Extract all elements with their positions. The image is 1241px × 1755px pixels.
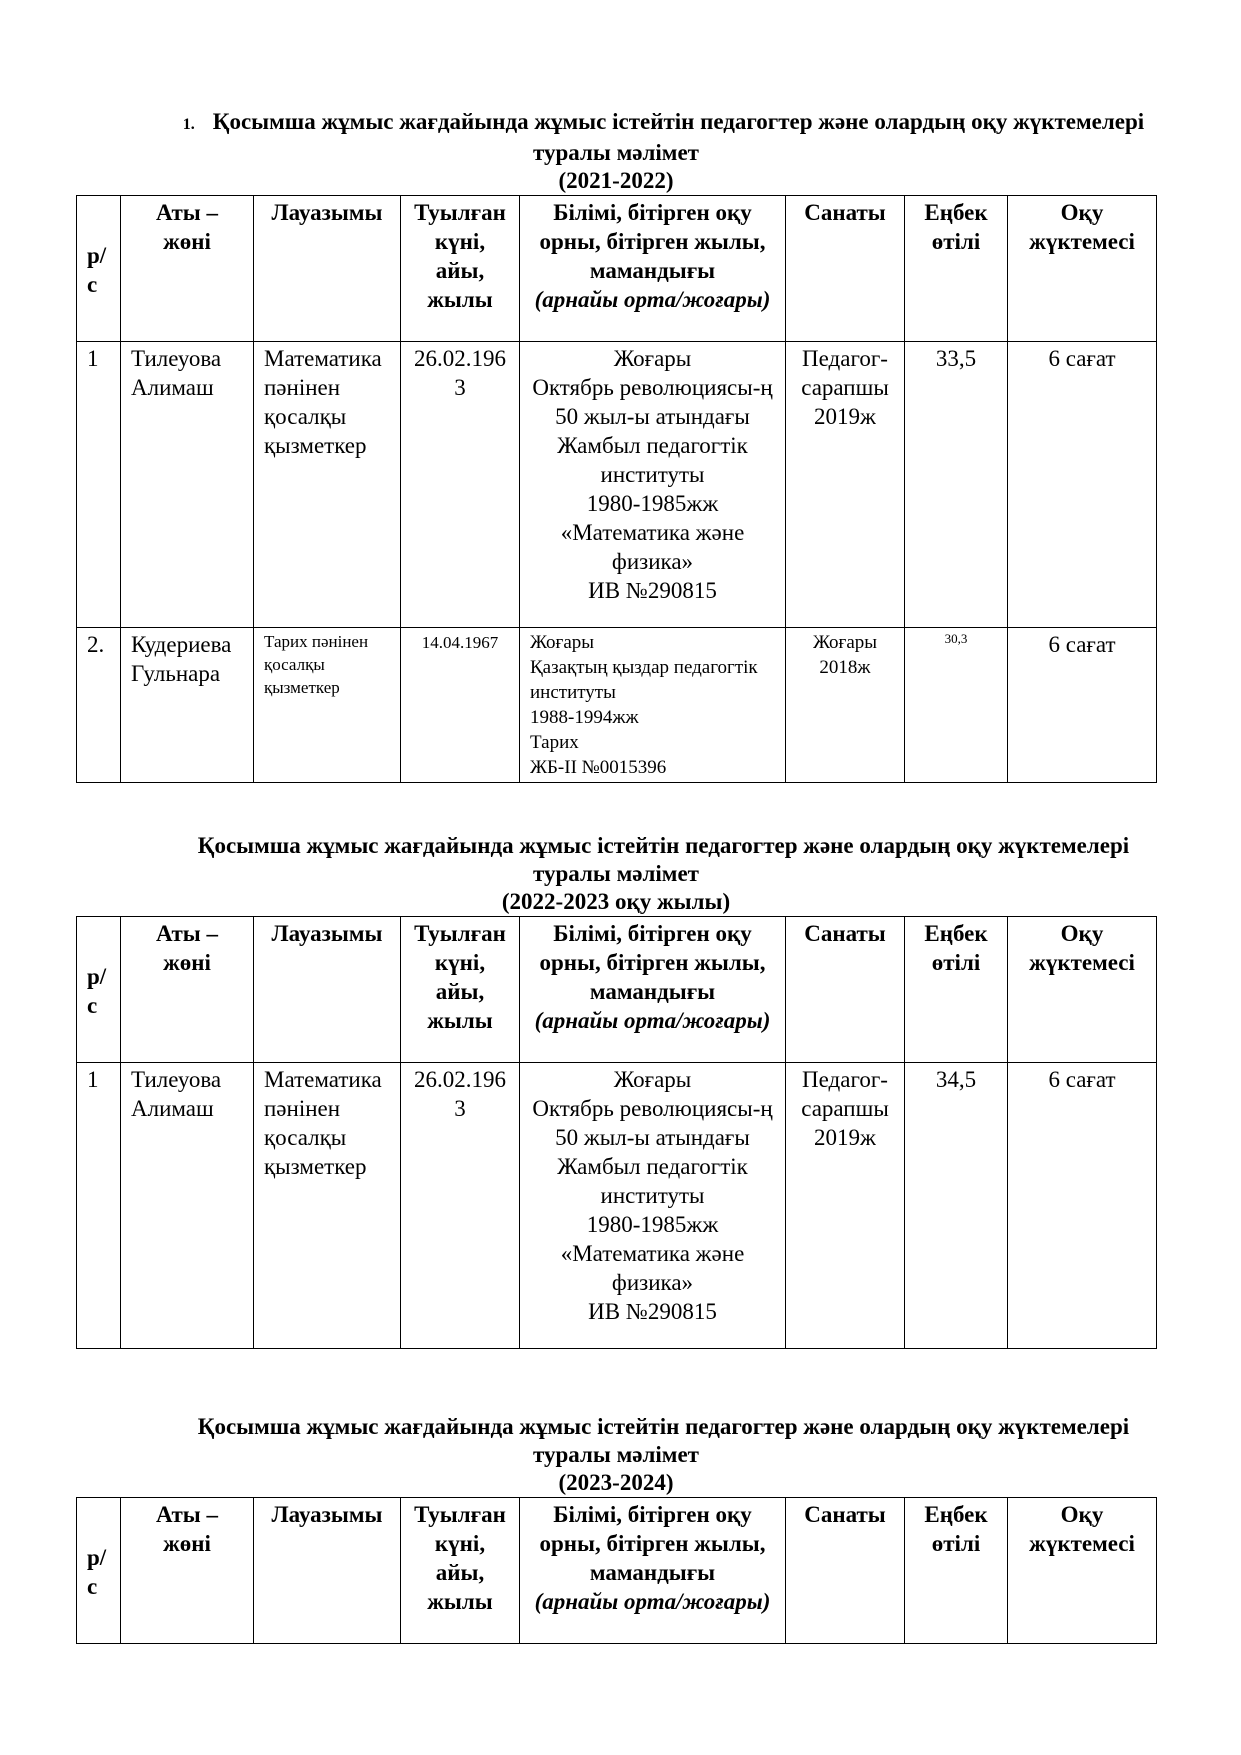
cell-num: 1 [77, 342, 121, 628]
header-name: Аты – жөні [121, 917, 254, 1063]
table-row [77, 628, 1157, 783]
section-title [76, 832, 1156, 916]
staff-table [76, 916, 1157, 1349]
header-position: Лауазымы [254, 1498, 401, 1644]
header-education: Білімі, бітірген оқу орны, бітірген жылы, мамандығы (арнайы орта/жоғары) [520, 1498, 786, 1644]
staff-table [76, 1497, 1157, 1644]
cell-experience: 30,3 [905, 628, 1008, 783]
title-line-2: туралы мәлімет [533, 140, 699, 165]
title-year: (2023-2024) [558, 1470, 674, 1495]
cell-load: 6 сағат [1008, 342, 1157, 628]
section-title [76, 1413, 1156, 1497]
header-position: Лауазымы [254, 917, 401, 1063]
title-line-1: Қосымша жұмыс жағдайында жұмыс істейтін педагогтер және олардың оқу жүктемелері [197, 833, 1130, 858]
cell-position: Тарих пәнінен қосалқы қызметкер [254, 628, 401, 783]
header-education: Білімі, бітірген оқу орны, бітірген жылы, мамандығы (арнайы орта/жоғары) [520, 196, 786, 342]
cell-education: Жоғары Октябрь революциясы-ң 50 жыл-ы атындағы Жамбыл педагогтік институты 1980-1985жж «Математика және физика» ИВ №290815 [520, 342, 786, 628]
cell-category: Педагог-сарапшы 2019ж [786, 1063, 905, 1349]
header-experience: Еңбек өтілі [905, 1498, 1008, 1644]
header-category: Санаты [786, 1498, 905, 1644]
cell-num: 1 [77, 1063, 121, 1349]
cell-position: Математика пәнінен қосалқы қызметкер [254, 342, 401, 628]
staff-table [76, 195, 1157, 783]
cell-position: Математика пәнінен қосалқы қызметкер [254, 1063, 401, 1349]
header-education-note: (арнайы орта/жоғары) [534, 287, 771, 312]
cell-experience: 33,5 [905, 342, 1008, 628]
cell-education: Жоғары Қазақтың қыздар педагогтік институты 1988-1994жж Тарих ЖБ-II №0015396 [520, 628, 786, 783]
header-education-note: (арнайы орта/жоғары) [534, 1008, 771, 1033]
cell-load: 6 сағат [1008, 1063, 1157, 1349]
header-birth: Туылған күні, айы, жылы [401, 1498, 520, 1644]
header-position: Лауазымы [254, 196, 401, 342]
cell-name: Тилеуова Алимаш [121, 342, 254, 628]
header-experience: Еңбек өтілі [905, 196, 1008, 342]
title-line-1: Қосымша жұмыс жағдайында жұмыс істейтін педагогтер және олардың оқу жүктемелері [212, 109, 1145, 134]
cell-num: 2. [77, 628, 121, 783]
header-birth: Туылған күні, айы, жылы [401, 917, 520, 1063]
title-year: (2022-2023 оқу жылы) [501, 889, 731, 914]
cell-category: Педагог-сарапшы 2019ж [786, 342, 905, 628]
cell-name: Кудериева Гульнара [121, 628, 254, 783]
header-num: р/с [77, 917, 121, 1063]
header-category: Санаты [786, 196, 905, 342]
section-2023-2024 [76, 1413, 1156, 1644]
table-row [77, 342, 1157, 628]
title-year: (2021-2022) [558, 168, 674, 193]
cell-load: 6 сағат [1008, 628, 1157, 783]
table-row [77, 1063, 1157, 1349]
section-2022-2023 [76, 832, 1156, 1349]
header-education-note: (арнайы орта/жоғары) [534, 1589, 771, 1614]
header-num: р/с [77, 196, 121, 342]
header-load: Оқу жүктемесі [1008, 1498, 1157, 1644]
title-line-1: Қосымша жұмыс жағдайында жұмыс істейтін педагогтер және олардың оқу жүктемелері [197, 1414, 1130, 1439]
header-birth: Туылған күні, айы, жылы [401, 196, 520, 342]
header-category: Санаты [786, 917, 905, 1063]
header-name: Аты – жөні [121, 196, 254, 342]
header-education: Білімі, бітірген оқу орны, бітірген жылы, мамандығы (арнайы орта/жоғары) [520, 917, 786, 1063]
cell-category: Жоғары 2018ж [786, 628, 905, 783]
section-number: 1. [182, 116, 195, 133]
header-num: р/с [77, 1498, 121, 1644]
header-name: Аты – жөні [121, 1498, 254, 1644]
cell-birth: 26.02.1963 [401, 1063, 520, 1349]
cell-birth: 26.02.1963 [401, 342, 520, 628]
cell-birth: 14.04.1967 [401, 628, 520, 783]
title-line-2: туралы мәлімет [533, 861, 699, 886]
table-header-row [77, 1498, 1157, 1644]
title-line-2: туралы мәлімет [533, 1442, 699, 1467]
cell-education: Жоғары Октябрь революциясы-ң 50 жыл-ы атындағы Жамбыл педагогтік институты 1980-1985жж «Математика және физика» ИВ №290815 [520, 1063, 786, 1349]
section-title [76, 108, 1156, 195]
header-load: Оқу жүктемесі [1008, 917, 1157, 1063]
cell-name: Тилеуова Алимаш [121, 1063, 254, 1349]
header-load: Оқу жүктемесі [1008, 196, 1157, 342]
section-2021-2022 [76, 108, 1156, 783]
table-header-row [77, 196, 1157, 342]
cell-experience: 34,5 [905, 1063, 1008, 1349]
table-header-row [77, 917, 1157, 1063]
header-experience: Еңбек өтілі [905, 917, 1008, 1063]
